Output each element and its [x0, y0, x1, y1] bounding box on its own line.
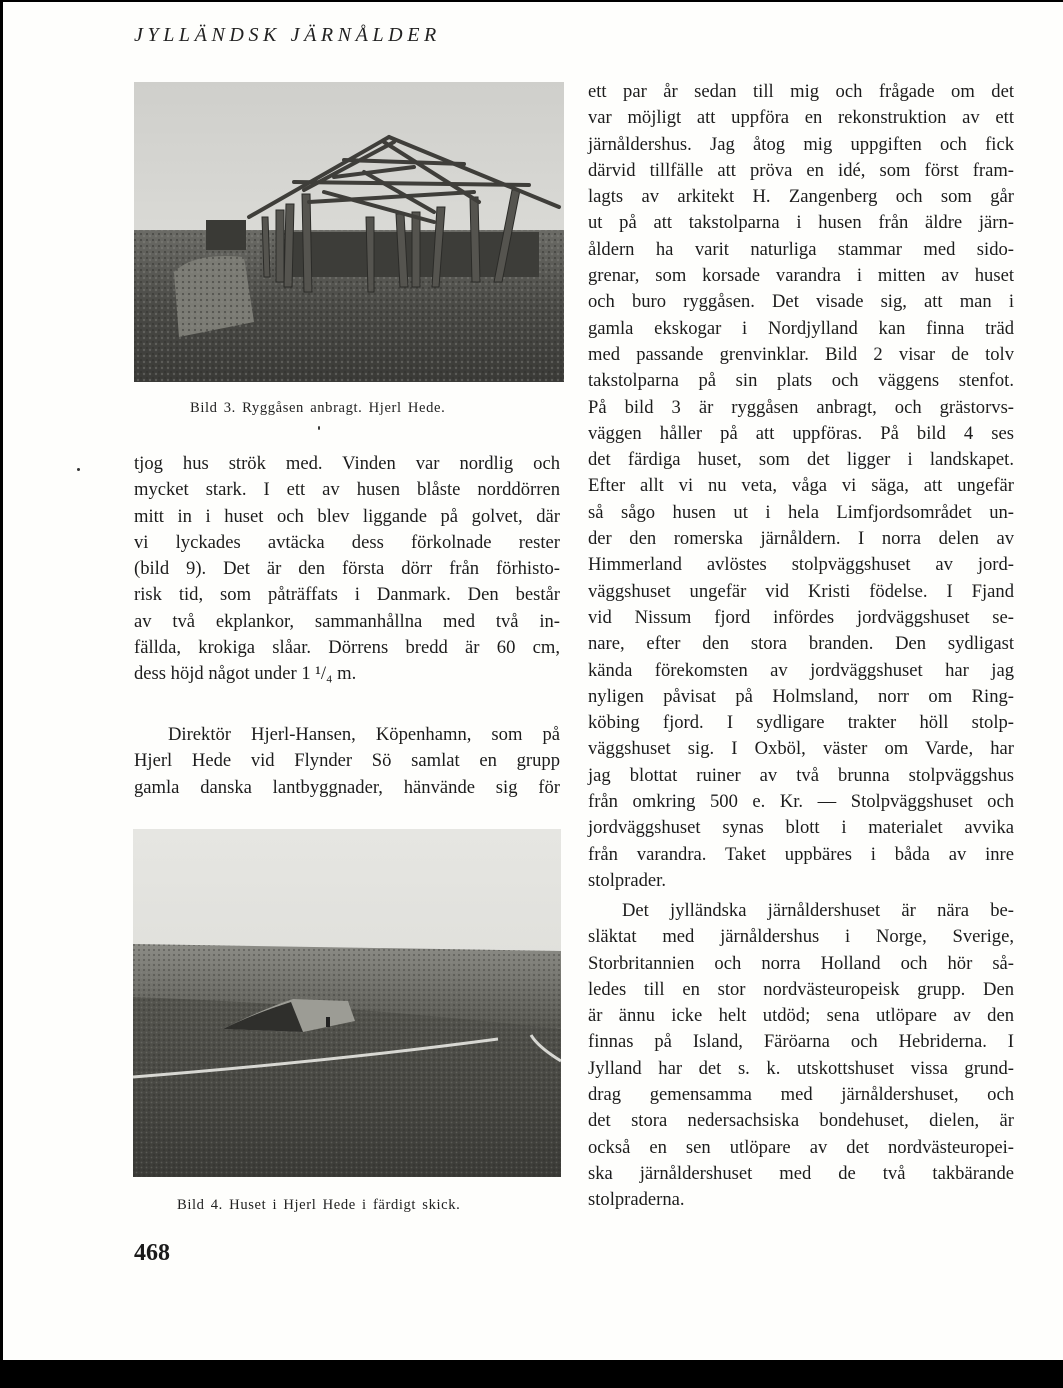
text-line: (bild 9). Det är den första dörr från förhisto-: [134, 558, 560, 580]
text-line: jag blottat ruiner av två brunna stolpväggshus: [588, 764, 1014, 786]
text-line: ledes till en stor nordvästeuropeisk grupp. Den: [588, 978, 1014, 1000]
text-line: är ännu icke helt utdöd; sena utlöpare av den: [588, 1005, 1014, 1027]
text-line: ska järnåldershuset med de två takbärande: [588, 1162, 1014, 1184]
text-line: ut på att takstolparna i husen från äldre järn-: [588, 212, 1014, 234]
text-line: ett par år sedan till mig och frågade om det: [588, 81, 1014, 102]
text-line: På bild 3 är ryggåsen anbragt, och grästorvs-: [588, 396, 1014, 418]
text-line: från varandra. Taket uppbäres i båda av inre: [588, 843, 1014, 865]
figure-caption-bild-4: Bild 4. Huset i Hjerl Hede i färdigt skick.: [177, 1197, 461, 1213]
text-line: fällda, krokiga slåar. Dörrens bredd är 60 cm,: [134, 637, 560, 659]
text-line: nyligen påvisat på Holmsland, norr om Ring-: [588, 685, 1014, 707]
text-line: köbing fjord. I sydligare trakter höll stolp-: [588, 712, 1014, 734]
text-line: väggshuset sig. I Oxböl, väster om Varde, har: [588, 738, 1014, 760]
print-speck: [318, 426, 320, 430]
timber-frame-photo-icon: [134, 82, 564, 382]
right-column-paragraph-2: [588, 898, 1014, 1214]
text-line: järnåldershus. Jag åtog mig uppgiften och fick: [588, 133, 1014, 155]
text-line: jordväggshuset synas blott i materialet avvika: [588, 817, 1014, 839]
text-line: mitt in i huset och blev liggande på golvet, där: [134, 505, 560, 527]
text-line: från omkring 500 e. Kr. — Stolpväggshuset och: [588, 791, 1014, 813]
page-number: 468: [134, 1240, 170, 1266]
text-line: av två ekplankor, sammanhållna med två in-: [134, 610, 560, 632]
print-speck: [77, 468, 80, 471]
text-line: vid Nissum fjord infördes jordväggshuset se-: [588, 606, 1014, 628]
text-line: Storbritannien och norra Holland och hör så-: [588, 952, 1014, 974]
text-line: dess höjd något under 1 ¹/₄ m.: [134, 663, 357, 685]
text-line: grenar, som korsade varandra i mitten av huset: [588, 265, 1014, 287]
text-line: finnas på Island, Färöarna och Hebriderna. I: [588, 1031, 1014, 1053]
text-line: der den romerska järnåldern. I norra delen av: [588, 528, 1014, 550]
text-line: drag gemensamma med järnåldershuset, och: [588, 1084, 1014, 1106]
text-line: mycket stark. I ett av husen blåste norddörren: [134, 479, 560, 501]
text-line: det stora nedersachsiska bondehuset, dielen, är: [588, 1110, 1014, 1132]
text-line: väggen håller på att uppföras. På bild 4 ses: [588, 422, 1014, 444]
text-line: Hjerl Hede vid Flynder Sö samlat en grupp: [134, 750, 560, 772]
book-page: [3, 2, 1063, 1360]
text-line: nare, efter den stora branden. Den sydligast: [588, 633, 1014, 655]
photo-bild-3: [134, 82, 564, 382]
text-line: Det jylländska järnåldershuset är nära be-: [622, 900, 1014, 921]
text-line: gamla danska lantbyggnader, hänvände sig för: [134, 776, 560, 798]
text-line: var möjligt att uppföra en rekonstruktion av ett: [588, 107, 1014, 129]
text-line: risk tid, som påträffats i Danmark. Den består: [134, 584, 560, 606]
text-line: vi lyckades avtäcka dess förkolnade rester: [134, 531, 560, 553]
finished-house-landscape-photo-icon: [133, 829, 561, 1177]
text-line: Himmerland avlöstes stolpväggshuset av jord-: [588, 554, 1014, 576]
text-line: Direktör Hjerl-Hansen, Köpenhamn, som på: [168, 724, 560, 745]
text-line: gamla ekskogar i Nordjylland kan finna träd: [588, 317, 1014, 339]
running-head: JYLLÄNDSK JÄRNÅLDER: [134, 24, 441, 46]
text-line: väggshuset ungefär vid Kristi födelse. I Fjand: [588, 580, 1014, 602]
text-line: åldern ha varit naturliga stammar med sido-: [588, 238, 1014, 260]
right-column-paragraph-1: [588, 79, 1014, 894]
text-line: takstolparna på sin plats och väggens stenfot.: [588, 370, 1014, 392]
text-line: så sågo husen ut i hela Limfjordsområdet un-: [588, 501, 1014, 523]
text-line: stolprader.: [588, 869, 666, 891]
text-line: och buro ryggåsen. Det visade sig, att man i: [588, 291, 1014, 313]
text-line: stolpraderna.: [588, 1189, 685, 1211]
left-column-paragraph-1: [134, 451, 560, 688]
text-line: med passande grenvinklar. Bild 2 visar de tolv: [588, 343, 1014, 365]
text-line: också en sen utlöpare av det nordvästeuropei-: [588, 1136, 1014, 1158]
text-line: lagts av arkitekt H. Zangenberg och som går: [588, 186, 1014, 208]
text-line: Jylland har det s. k. utskottshuset vissa grund-: [588, 1057, 1014, 1079]
text-line: Efter allt vi nu veta, våga vi säga, att ungefär: [588, 475, 1014, 497]
figure-caption-bild-3: Bild 3. Ryggåsen anbragt. Hjerl Hede.: [190, 400, 446, 416]
text-line: därvid tillfälle att pröva en idé, som först fram-: [588, 159, 1014, 181]
text-line: tjog hus strök med. Vinden var nordlig och: [134, 453, 560, 474]
photo-bild-4: [133, 829, 561, 1177]
text-line: det färdiga huset, som det ligger i landskapet.: [588, 449, 1014, 471]
left-column-paragraph-2: [134, 722, 560, 801]
text-line: släktat med järnåldershus i Norge, Sverige,: [588, 926, 1014, 948]
text-line: kända förekomsten av jordväggshuset har jag: [588, 659, 1014, 681]
